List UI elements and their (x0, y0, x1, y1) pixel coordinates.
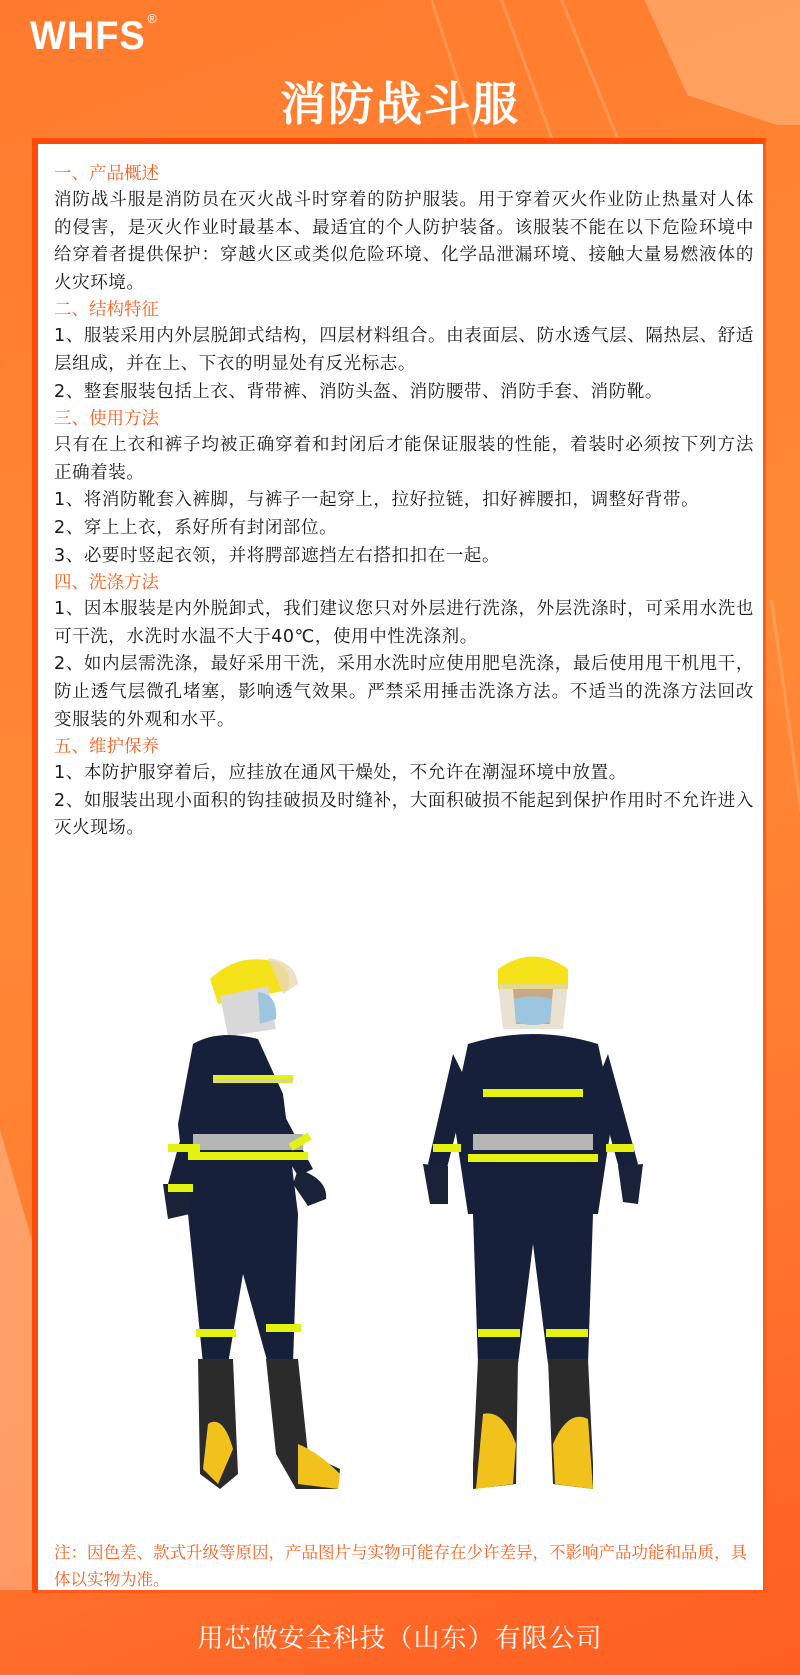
section-usage (54, 406, 754, 570)
section-title: 四、洗涤方法 (54, 573, 159, 594)
section-overview (54, 161, 754, 297)
section-title: 二、结构特征 (54, 300, 159, 321)
paragraph: 1、因本服装是内外脱卸式，我们建议您只对外层进行洗涤，外层洗涤时，可采用水洗也可干洗，水洗时水温不大于40℃，使用中性洗涤剂。 (54, 599, 754, 647)
paragraph: 消防战斗服是消防员在灭火战斗时穿着的防护服装。用于穿着灭火作业防止热量对人体的侵害，是灭火作业时最基本、最适宜的个人防护装备。该服装不能在以下危险环境中给穿着者提供保护：穿越火区或类似危险环境、化学品泄漏环境、接触大量易燃液体的火灾环境。 (54, 190, 754, 293)
page-title: 消防战斗服 (280, 77, 520, 131)
section-structure (54, 297, 754, 406)
paragraph: 1、服装采用内外层脱卸式结构，四层材料组合。由表面层、防水透气层、隔热层、舒适层组成，并在上、下衣的明显处有反光标志。 (54, 326, 754, 374)
company-name: 用芯做安全科技（山东）有限公司 (197, 1624, 603, 1654)
section-title: 三、使用方法 (54, 409, 159, 430)
disclaimer-note: 注：因色差、款式升级等原因，产品图片与实物可能存在少许差异，不影响产品功能和品质，具体以实物为准。 (54, 1543, 747, 1589)
paragraph: 2、如内层需洗涤，最好采用干洗，采用水洗时应使用肥皂洗涤，最后使用甩干机甩干，防止透气层微孔堵塞，影响透气效果。严禁采用捶击洗涤方法。不适当的洗涤方法回改变服装的外观和水平。 (54, 654, 754, 730)
paragraph: 1、将消防靴套入裤脚，与裤子一起穿上，拉好拉链，扣好裤腰扣，调整好背带。 (54, 490, 700, 511)
content-body (54, 161, 754, 843)
product-image (148, 944, 678, 1524)
paragraph: 2、如服装出现小面积的钩挂破损及时缝补，大面积破损不能起到保护作用时不允许进入灭火现场。 (54, 790, 754, 839)
section-title: 一、产品概述 (54, 164, 159, 184)
content-card (32, 138, 766, 1593)
firefighter-front-view (423, 957, 643, 1490)
paragraph: 2、穿上上衣，系好所有封闭部位。 (54, 517, 338, 538)
paragraph: 3、必要时竖起衣领，并将腭部遮挡左右搭扣扣在一起。 (54, 545, 501, 566)
firefighter-side-view (163, 958, 340, 1489)
paragraph: 2、整套服装包括上衣、背带裤、消防头盔、消防腰带、消防手套、消防靴。 (54, 381, 664, 402)
brand-logo: WHFS ® (30, 11, 158, 58)
firefighter-illustration-icon (148, 944, 678, 1524)
section-washing (54, 570, 754, 734)
paragraph: 1、本防护服穿着后，应挂放在通风干燥处，不允许在潮湿环境中放置。 (54, 763, 627, 784)
paragraph: 只有在上衣和裤子均被正确穿着和封闭后才能保证服装的性能，着装时必须按下列方法正确着装。 (54, 435, 754, 483)
section-maintenance (54, 734, 754, 843)
section-title: 五、维护保养 (54, 737, 159, 758)
